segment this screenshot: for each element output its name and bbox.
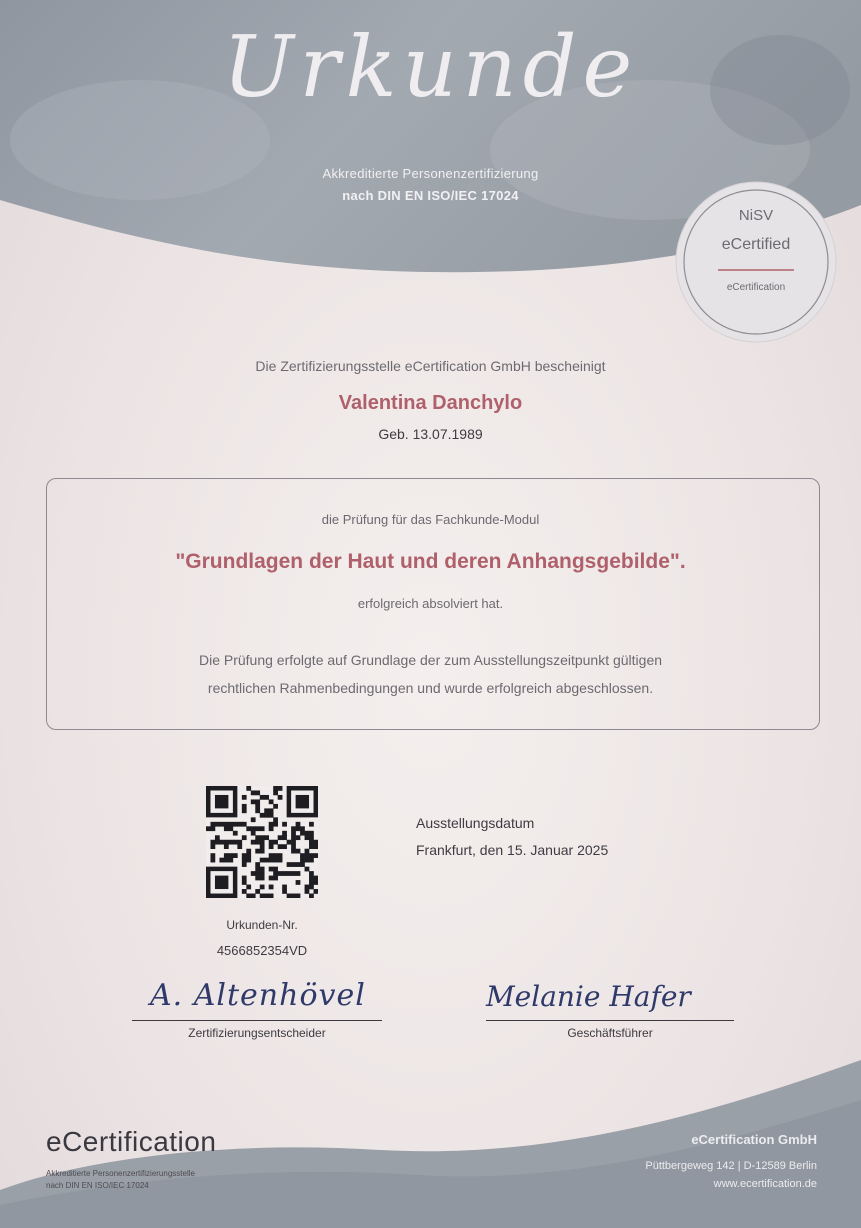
note-line2: rechtlichen Rahmenbedingungen und wurde erfolgreich abgeschlossen. — [207, 680, 654, 696]
qr-code-icon — [206, 786, 318, 898]
birth-date: Geb. 13.07.1989 — [378, 426, 483, 442]
module-intro: die Prüfung für das Fachkunde-Modul — [321, 512, 540, 527]
certification-seal-icon — [672, 178, 840, 346]
certificate-number: 4566852354VD — [216, 943, 308, 958]
footer-logo: eCertification — [46, 1126, 217, 1157]
seal-line3: eCertification — [726, 282, 786, 293]
footer-address: Püttbergeweg 142 | D-12589 Berlin — [645, 1160, 817, 1172]
seal-line1: NiSV — [738, 207, 774, 224]
issue-date-label: Ausstellungsdatum — [416, 815, 535, 831]
right-signature-line — [486, 1020, 734, 1021]
left-signature-role: Zertifizierungsentscheider — [188, 1026, 326, 1040]
note-line1: Die Prüfung erfolgte auf Grundlage der zum Ausstellungszeitpunkt gültigen — [198, 652, 663, 668]
header-subtitle-line1: Akkreditierte Personenzertifizierung — [322, 166, 539, 181]
recipient-name: Valentina Danchylo — [338, 392, 523, 414]
right-signature: Melanie Hafer — [486, 980, 691, 1013]
issue-date-value: Frankfurt, den 15. Januar 2025 — [416, 842, 609, 858]
left-signature-line — [132, 1020, 382, 1021]
intro-text: Die Zertifizierungsstelle eCertification GmbH bescheinigt — [255, 358, 606, 374]
left-signature: A. Altenhövel — [150, 978, 366, 1013]
certificate-title: Urkunde — [222, 18, 639, 116]
footer-logo-sub2: nach DIN EN ISO/IEC 17024 — [46, 1181, 149, 1190]
footer-website: www.ecertification.de — [713, 1178, 817, 1190]
right-signature-role: Geschäftsführer — [567, 1026, 653, 1040]
result-text: erfolgreich absolviert hat. — [357, 596, 504, 611]
seal-line2: eCertified — [721, 236, 791, 253]
certificate-number-label: Urkunden-Nr. — [226, 918, 298, 932]
footer-company: eCertification GmbH — [691, 1132, 817, 1147]
module-title: "Grundlagen der Haut und deren Anhangsgebilde". — [175, 550, 686, 573]
header-subtitle-line2: nach DIN EN ISO/IEC 17024 — [342, 188, 519, 203]
footer-logo-sub1: Akkreditierte Personenzertifizierungsstelle — [46, 1169, 195, 1178]
